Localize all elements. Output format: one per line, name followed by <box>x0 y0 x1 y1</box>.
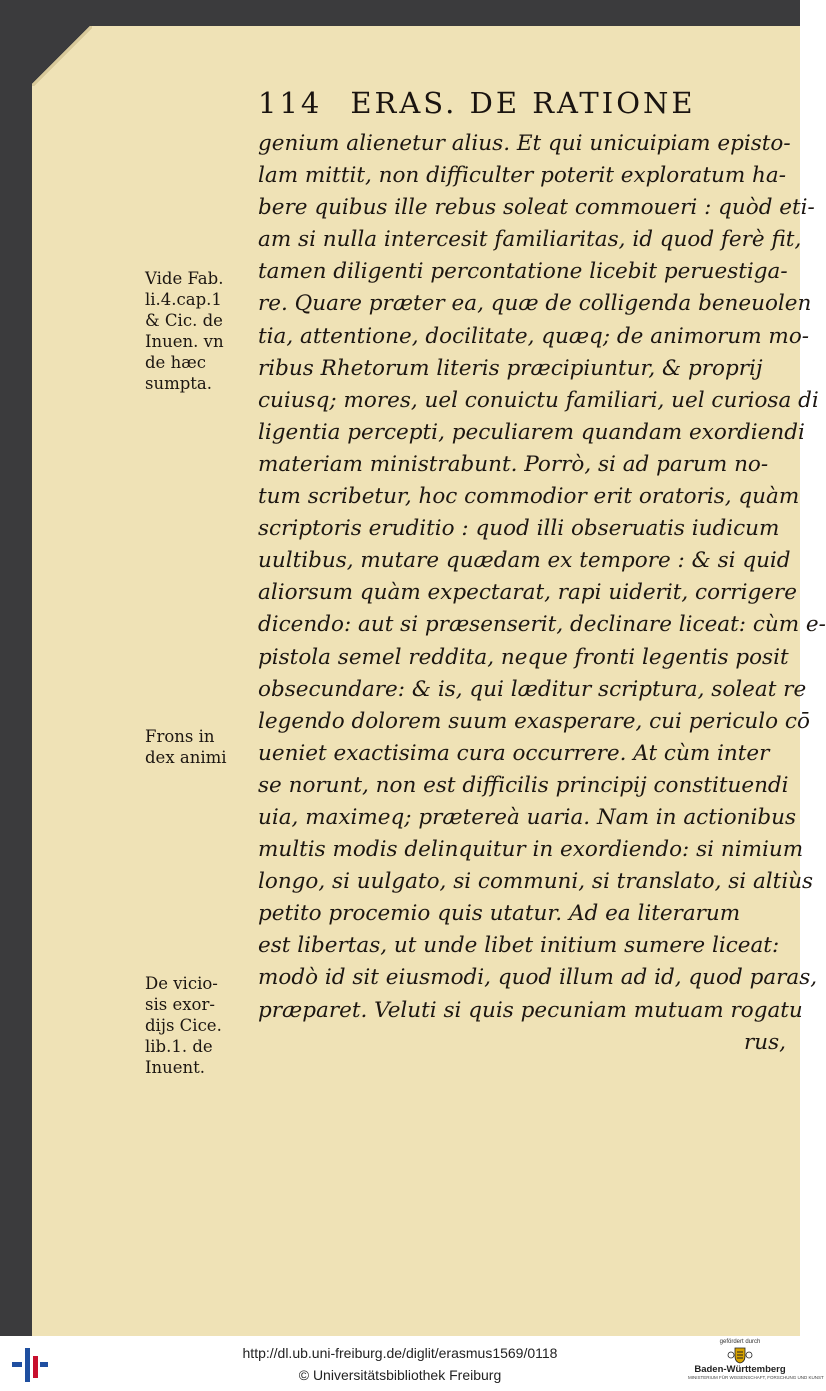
gloss-line: sis exor- <box>145 995 215 1014</box>
text-line: bere quibus ille rebus soleat commoueri : quòd eti- <box>258 195 815 221</box>
text-line: ribus Rhetorum literis præcipiuntur, & proprij <box>258 355 763 381</box>
sponsor-subtitle: MINISTERIUM FÜR WISSENSCHAFT, FORSCHUNG UND KUNST <box>688 1375 824 1380</box>
running-header <box>258 86 778 120</box>
text-line: genium alienetur alius. Et qui unicuipiam episto- <box>258 131 791 156</box>
gloss-line: dex animi <box>145 748 227 767</box>
text-line: longo, si uulgato, si communi, si translato, si altiùs <box>258 869 814 895</box>
text-line: petito procemio quis utatur. Ad ea literarum <box>258 901 741 927</box>
gloss-line: & Cic. de <box>145 311 223 330</box>
running-head-title: ERAS. DE RATIONE <box>350 86 696 120</box>
text-line: est libertas, ut unde libet initium sumere liceat: <box>258 933 780 959</box>
text-line: uultibus, mutare quædam ex tempore : & si quid <box>258 548 791 574</box>
page-corner-fold <box>32 26 92 86</box>
marginal-gloss <box>145 973 263 1078</box>
text-line: lam mittit, non difficulter poterit exploratum ha- <box>258 163 786 189</box>
sponsor-name: Baden-Württemberg <box>694 1364 786 1375</box>
marginal-gloss <box>145 268 263 394</box>
gloss-line: De vicio- <box>145 974 218 993</box>
text-line: pistola semel reddita, neque fronti legentis posit <box>258 644 789 670</box>
text-line: obsecundare: & is, qui læditur scriptura, soleat re <box>258 676 807 702</box>
text-line: tia, attentione, docilitate, quæq; de animorum mo- <box>258 323 810 349</box>
text-line: re. Quare præter ea, quæ de colligenda beneuolen <box>258 291 812 317</box>
footer-bar <box>0 1336 824 1391</box>
gloss-line: li.4.cap.1 <box>145 290 222 309</box>
text-line: se norunt, non est difficilis principij constituendi <box>258 772 789 798</box>
gloss-line: lib.1. de <box>145 1037 213 1056</box>
marginal-gloss <box>145 726 263 768</box>
sponsor-label: gefördert durch <box>719 1339 761 1345</box>
text-line: materiam ministrabunt. Porrò, si ad parum no- <box>258 451 769 477</box>
gloss-line: Frons in <box>145 727 215 746</box>
coat-of-arms-icon <box>727 1346 753 1364</box>
text-line: rus, <box>744 1029 786 1055</box>
sponsor-logo <box>688 1338 824 1390</box>
gloss-line: Vide Fab. <box>145 269 224 288</box>
text-line: dicendo: aut si præsenserit, declinare liceat: cùm e- <box>258 612 826 638</box>
copyright-notice: © Universitätsbibliothek Freiburg <box>298 1367 502 1383</box>
text-line: legendo dolorem suum exasperare, cui periculo cō <box>258 708 810 734</box>
main-text-block <box>258 128 826 1059</box>
text-line: multis modis delinquitur in exordiendo: si nimium <box>258 837 804 863</box>
text-line: am si nulla intercesit familiaritas, id quod ferè fit, <box>258 227 802 253</box>
text-line: modò id sit eiusmodi, quod illum ad id, quod paras, <box>258 965 818 991</box>
text-line: uia, maximeq; prætereà uaria. Nam in actionibus <box>258 804 797 830</box>
gloss-line: Inuent. <box>145 1058 206 1077</box>
text-line: ligentia percepti, peculiarem quandam exordiendi <box>258 419 805 445</box>
text-line: ueniet exactisima cura occurrere. At cùm inter <box>258 740 770 766</box>
text-line: præparet. Veluti si quis pecuniam mutuam rogatu <box>258 997 803 1023</box>
gloss-line: Inuen. vn <box>145 332 224 351</box>
source-url[interactable]: http://dl.ub.uni-freiburg.de/diglit/erasmus1569/0118 <box>242 1345 558 1361</box>
text-line: scriptoris eruditio : quod illi obseruatis iudicum <box>258 516 780 542</box>
text-line: tamen diligenti percontatione licebit peruestiga- <box>258 259 788 285</box>
gloss-line: sumpta. <box>145 374 213 393</box>
page-number: 114 <box>258 86 323 120</box>
gloss-line: de hæc <box>145 353 206 372</box>
gloss-line: dijs Cice. <box>145 1016 222 1035</box>
text-line: aliorsum quàm expectarat, rapi uiderit, corrigere <box>258 580 797 606</box>
text-line: tum scribetur, hoc commodior erit oratoris, quàm <box>258 484 800 510</box>
text-line: cuiusq; mores, uel conuictu familiari, uel curiosa di <box>258 387 819 413</box>
